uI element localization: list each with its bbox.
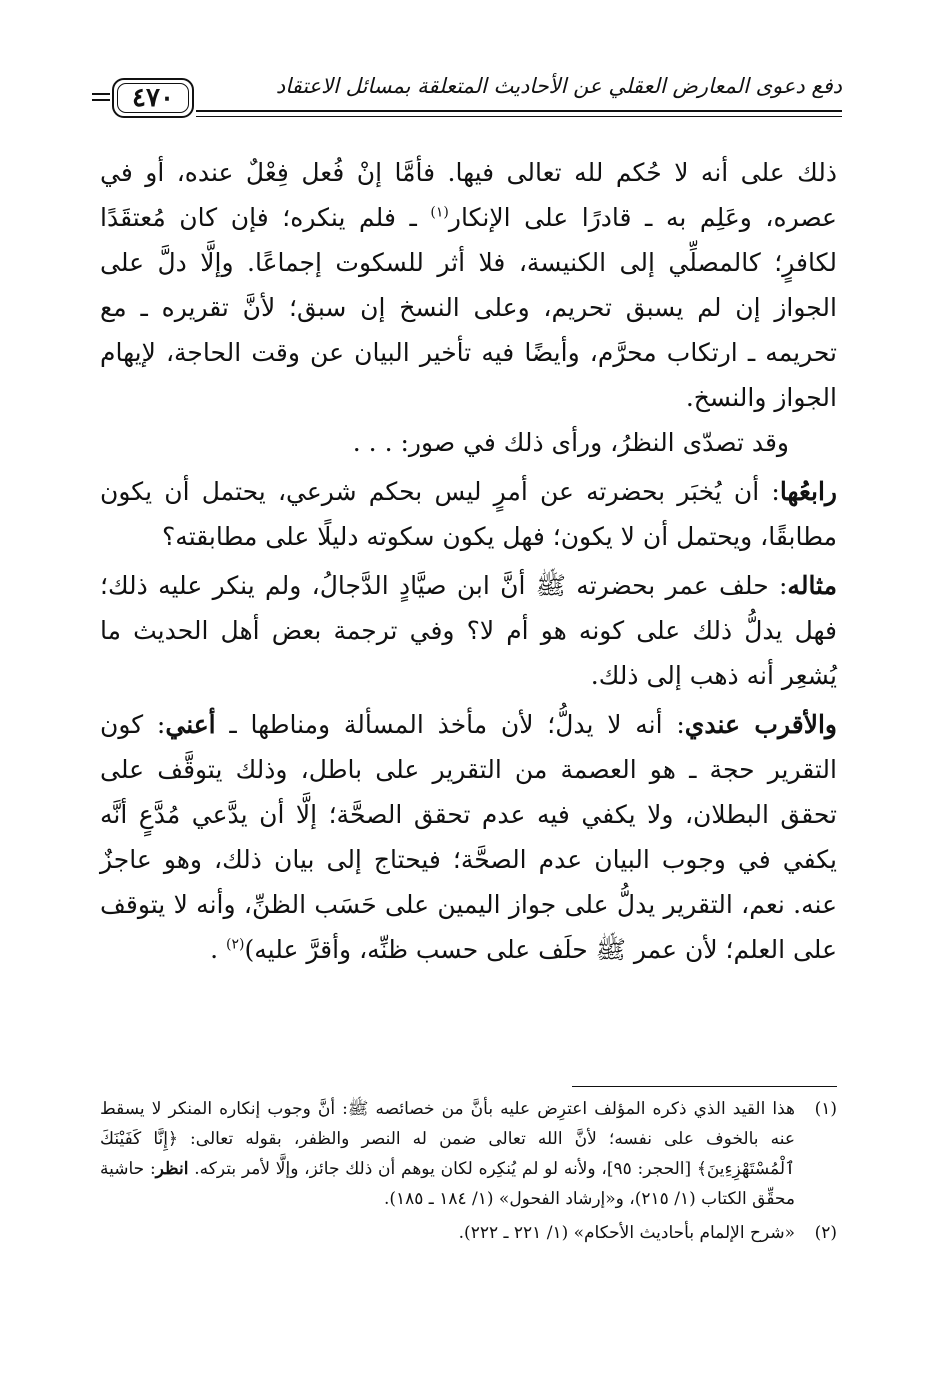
footnote-text: «شرح الإلمام بأحاديث الأحكام» (١/ ٢٢١ ـ ٢٢٢).: [458, 1223, 795, 1243]
footnote-ref-1: (١): [430, 204, 449, 221]
running-title: دفع دعوى المعارض العقلي عن الأحاديث المتعلقة بمسائل الاعتقاد: [275, 74, 842, 98]
footnote-2: [100, 1218, 837, 1248]
main-text: [100, 150, 837, 972]
paragraph-2: وقد تصدّى النظرُ، ورأى ذلك في صور: . . .: [352, 428, 789, 457]
paragraph-4: [100, 563, 837, 698]
page-header: [92, 64, 842, 134]
footnote-number: (١): [814, 1099, 837, 1119]
page-number: ٤٧٠: [112, 78, 194, 118]
footnote-ref-2: (٢): [226, 936, 245, 953]
text-span: ذلك على أنه لا حُكم لله تعالى فيها. فأمَّا إنْ فُعل فِعْلٌ عنده، أو في عصره، وعَلِم به ـ قادرًا على الإنكار: [100, 158, 837, 232]
footnote-1: [100, 1094, 837, 1214]
bold-term: أعني: [165, 710, 216, 739]
paragraph-3: [100, 469, 837, 559]
text-span: : حاشية محقِّق الكتاب (١/ ٢١٥)، و«إرشاد الفحول» (١/ ١٨٤ ـ ١٨٥).: [100, 1159, 795, 1209]
text-span: : أنه لا يدلُّ؛ لأن مأخذ المسألة ومناطها ـ: [215, 710, 685, 739]
text-span: : أن يُخبَر بحضرته عن أمرٍ ليس بحكم شرعي، يحتمل أن يكون مطابقًا، ويحتمل أن لا يكون؛ فهل يكون سكوته دليلًا على مطابقته؟: [100, 477, 837, 551]
footnote-separator: [572, 1086, 837, 1087]
footnote-text: [100, 1094, 795, 1214]
text-span: : كون التقرير حجة ـ هو العصمة من التقرير على باطل، وذلك يتوقَّف على تحقق البطلان، ولا يكفي فيه عدم تحقق الصحَّة؛ إلَّا أن يدَّعي مُدَّعٍ أنَّه يكفي في وجوب البيان عدم الصحَّة؛ فيحتاج إلى بيان ذلك، وهو عاجزٌ عنه. نعم، التقرير يدلُّ على جواز اليمين على حَسَب الظنِّ، وأنه لا يتوقف على العلم؛ لأن عمر ﷺ حلَف على حسب ظنِّه، وأقرَّ عليه): [100, 710, 837, 964]
header-ornament-line: [92, 93, 110, 95]
bold-term: انظر: [155, 1159, 189, 1179]
text-span: هذا القيد الذي ذكره المؤلف اعترِض عليه بأنَّ من خصائصه ﷺ: أنَّ وجوب إنكاره المنكر لا يسقط عنه بالخوف على نفسه؛ لأنَّ الله تعالى ضمن له النصر والظفر، بقوله تعالى: ﴿إِنَّا كَفَيْنَكَ ٱلْمُسْتَهْزِءِينَ﴾ [الحجر: ٩٥]، ولأنه لو لم يُنكِره لكان يوهم أن ذلك جائز، وإلَّا لأمر بتركه.: [100, 1099, 795, 1179]
paragraph-5: [100, 702, 837, 972]
header-ornament-line: [92, 99, 110, 101]
bold-term: رابعُها: [779, 477, 837, 506]
header-rule: [196, 116, 842, 117]
text-span: .: [210, 935, 227, 964]
header-rule: [196, 110, 842, 112]
text-span: : حلف عمر بحضرته ﷺ أنَّ ابن صيَّادٍ الدَّجالُ، ولم ينكر عليه ذلك؛ فهل يدلُّ ذلك على كونه هو أم لا؟ وفي ترجمة بعض أهل الحديث ما يُشعِر أنه ذهب إلى ذلك.: [100, 571, 837, 690]
paragraph-1: [100, 150, 837, 420]
bold-term: مثاله: [787, 571, 837, 600]
footnote-number: (٢): [814, 1223, 837, 1243]
text-span: ـ فلم ينكره؛ فإن كان مُعتقَدًا لكافرٍ؛ كالمصلِّي إلى الكنيسة، فلا أثر للسكوت إجماعًا. وإلَّا دلَّ على الجواز إن لم يسبق تحريم، وعلى النسخ إن سبق؛ لأنَّ تقريره ـ مع تحريمه ـ ارتكاب محرَّم، وأيضًا فيه تأخير البيان عن وقت الحاجة، لإيهام الجواز والنسخ.: [100, 203, 837, 412]
bold-term: والأقرب عندي: [684, 710, 837, 739]
footnotes: [100, 1094, 837, 1252]
